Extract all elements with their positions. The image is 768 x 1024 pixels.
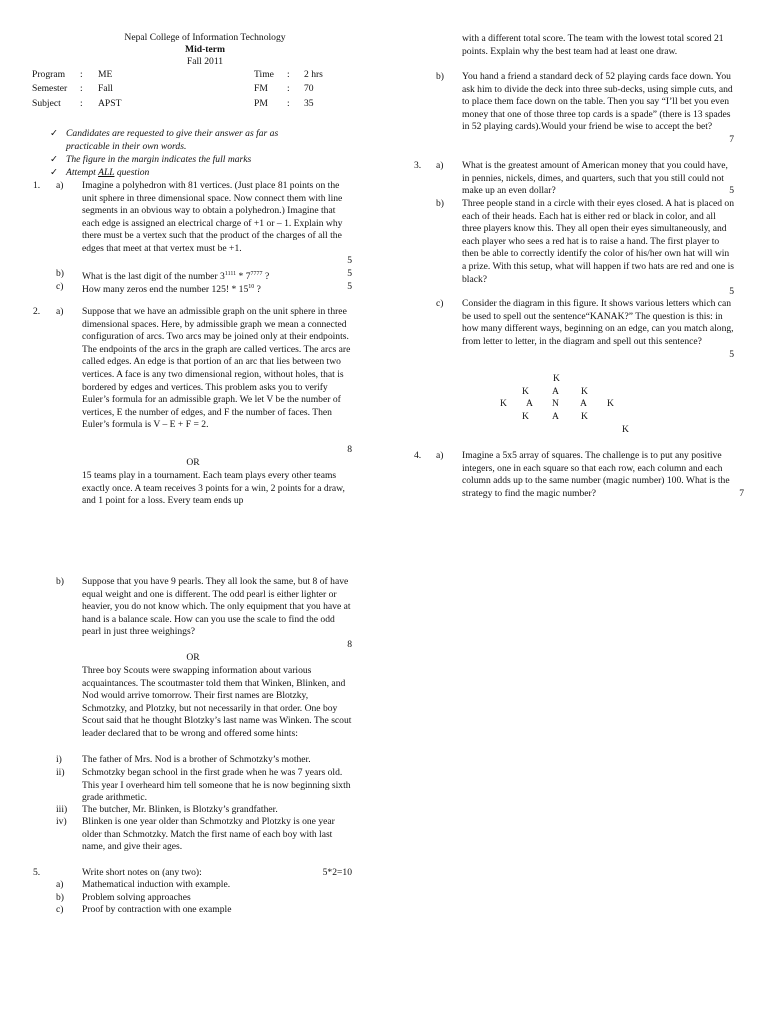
colon: : xyxy=(80,69,83,80)
diagram-letter: K xyxy=(522,386,529,397)
sub-label: c) xyxy=(56,281,64,292)
sub-label: b) xyxy=(56,892,64,903)
question-1b-text: What is the last digit of the number $3^{1111} * 7^{7777}$ ? xyxy=(82,271,270,283)
hint-number: iv) xyxy=(56,816,67,827)
college-name: Nepal College of Information Technology xyxy=(124,32,286,43)
sub-label: a) xyxy=(436,450,444,461)
question-4a-text: Imagine a 5x5 array of squares. The challenge is to put any positive integers, one in each square so that each row, each column and each column adds up to the same number (magic number) 100. What is the strategy to find the magic number? xyxy=(462,450,730,499)
question-1c-text: How many zeros end the number 125! * $15^{10}$ ? xyxy=(82,284,261,296)
diagram-letter: K xyxy=(553,373,560,384)
diagram-letter: A xyxy=(552,411,559,422)
program-label: Program xyxy=(32,69,66,80)
program-value: ME xyxy=(98,69,113,80)
note-topic: Mathematical induction with example. xyxy=(82,879,231,890)
or-separator: OR xyxy=(186,457,200,468)
question-1a-text: Imagine a polyhedron with 81 vertices. (Just place 81 points on the unit sphere in three dimensional space. Now connect them with line segments in an obvious way to obtain a polyhedron.) Imagine that each edge is assigned an electrical charge of +1 or – 1. Explain why there must be a vertex such that the product of the charges of all the edges that meet at that vertex must be +1. xyxy=(82,180,343,254)
diagram-letter: K xyxy=(581,411,588,422)
sub-label: b) xyxy=(436,198,444,209)
diagram-letter: K xyxy=(500,398,507,409)
question-2a-text: Suppose that we have an admissible graph on the unit sphere in three dimensional spaces. Here, by admissible graph we mean a connected configuration of arcs. Two arcs may be joined only at their endpoints. The endpoints of the arcs in the graph are called vertices. The arcs are called edges. An edge is that portion of an arc that lies between two vertices. A face is any two dimensional region, without holes, that is bordered by edges and vertices. This problem asks you to verify Euler’s formula for an admissible graph. We let V be the number of vertices, E the number of edges, and F the number of faces. Then Euler’s formula is V – E + F = 2. xyxy=(82,306,351,431)
sub-label: a) xyxy=(56,879,64,890)
marks: 5 xyxy=(729,349,734,360)
sub-label: a) xyxy=(56,180,64,191)
marks: 5*2=10 xyxy=(322,867,352,878)
subject-value: APST xyxy=(98,98,122,109)
marks: 5 xyxy=(347,268,352,279)
colon: : xyxy=(287,69,290,80)
instruction-1: Candidates are requested to give their answer as far as xyxy=(66,128,279,139)
question-3c-text: Consider the diagram in this figure. It shows various letters which can be used to spell out the sentence“KANAK?” The question is this: in how many different ways, beginning on an edge, can you match along, from letter to letter, in the diagram and spell out this sentence? xyxy=(462,298,734,347)
question-number: 1. xyxy=(33,180,41,191)
semester-value: Fall xyxy=(98,83,113,94)
hint-text: The father of Mrs. Nod is a brother of Schmotzky’s mother. xyxy=(82,754,311,765)
question-2b-alt-text: Three boy Scouts were swapping information about various acquaintances. The scoutmaster told them that Winken, Blinken, and Nod would arrive tomorrow. Their first names are Blotzky, Schmotzky, and Plotzky, but not necessarily in that order. One boy Scout said that he thought Blotzky’s last name was Winken. The scout leader declared that to be wrong and offered some hints: xyxy=(82,665,352,739)
question-2b-text: Suppose that you have 9 pearls. They all look the same, but 8 of have equal weight and one is different. The odd pearl is either lighter or heavier, you do not know which. The only equipment that you have at hand is a balance scale. How can you use the scale to find the odd pearl in just three weighings? xyxy=(82,576,351,638)
diagram-letter: A xyxy=(526,398,533,409)
colon: : xyxy=(80,98,83,109)
instruction-2: The figure in the margin indicates the full marks xyxy=(66,154,252,165)
colon: : xyxy=(80,83,83,94)
marks: 5 xyxy=(729,286,734,297)
question-number: 4. xyxy=(414,450,422,461)
marks: 5 xyxy=(347,255,352,266)
hint-number: ii) xyxy=(56,767,65,778)
note-topic: Proof by contraction with one example xyxy=(82,904,232,915)
question-3a-text: What is the greatest amount of American money that you could have, in pennies, nickels, dimes, and quarters, such that you still could not make up an even dollar? xyxy=(462,160,728,197)
exam-session: Fall 2011 xyxy=(186,56,224,67)
sub-label: b) xyxy=(56,576,64,587)
pm-value: 35 xyxy=(304,98,314,109)
question-2a-alt-continued: with a different total score. The team with the lowest total scored 21 points. Explain why the best team had at least one draw. xyxy=(462,33,724,57)
sub-label: a) xyxy=(56,306,64,317)
question-3b-text: Three people stand in a circle with their eyes closed. A hat is placed on each of their heads. Each hat is either red or black in color, and all three players know this. They all open their eyes simultaneously, and each player who sees a red hat is to raise a hand. The first player to then be able to correctly identify the color of his/her own hat will win a prize. With this setup, what will happen if two hats are red and one is black? xyxy=(462,198,734,285)
sub-label: c) xyxy=(436,298,444,309)
marks: 7 xyxy=(729,134,734,145)
question-5-intro: Write short notes on (any two): xyxy=(82,867,202,878)
question-2a-alt-text: 15 teams play in a tournament. Each team plays every other teams exactly once. A team receives 3 points for a win, 2 points for a draw, and 1 point for a loss. Every team ends up xyxy=(82,470,345,507)
sub-label: c) xyxy=(56,904,64,915)
sub-label: b) xyxy=(56,268,64,279)
question-number: 2. xyxy=(33,306,41,317)
all-emphasis: ALL xyxy=(98,167,115,178)
diagram-letter: K xyxy=(622,424,629,435)
diagram-letter: K xyxy=(581,386,588,397)
question-number: 5. xyxy=(33,867,41,878)
subject-label: Subject xyxy=(32,98,61,109)
check-icon: ✓ xyxy=(50,128,59,139)
time-value: 2 hrs xyxy=(304,69,323,80)
marks: 8 xyxy=(347,444,352,455)
time-label: Time xyxy=(254,69,274,80)
semester-label: Semester xyxy=(32,83,68,94)
hint-number: iii) xyxy=(56,804,68,815)
instruction-3: Attempt ALL question xyxy=(66,167,150,178)
hint-text: Schmotzky began school in the first grade when he was 7 years old. This year I overheard him tell someone that he is now beginning sixth grade arithmetic. xyxy=(82,767,351,804)
question-2-cards-text: You hand a friend a standard deck of 52 playing cards face down. You ask him to divide the deck into three sub-decks, using simple cuts, and to place them face down on the table. Then you say “I’ll bet you even money that one of those three top cards is a spade” (there is 13 spades in 52 playing cards).Would your friend be wise to accept the bet? xyxy=(462,71,733,133)
diagram-letter: N xyxy=(552,398,559,409)
note-topic: Problem solving approaches xyxy=(82,892,191,903)
instruction-1-cont: practicable in their own words. xyxy=(66,141,187,152)
exam-title: Mid-term xyxy=(185,44,225,55)
fm-value: 70 xyxy=(304,83,314,94)
or-separator: OR xyxy=(186,652,200,663)
hint-text: Blinken is one year older than Schmotzky and Plotzky is one year older than Schmotzky. Match the first name of each boy with last name, and give their ages. xyxy=(82,816,335,853)
colon: : xyxy=(287,83,290,94)
question-number: 3. xyxy=(414,160,422,171)
diagram-letter: K xyxy=(522,411,529,422)
diagram-letter: A xyxy=(580,398,587,409)
sub-label: a) xyxy=(436,160,444,171)
fm-label: FM xyxy=(254,83,268,94)
hint-number: i) xyxy=(56,754,62,765)
diagram-letter: K xyxy=(607,398,614,409)
diagram-letter: A xyxy=(552,386,559,397)
check-icon: ✓ xyxy=(50,154,59,165)
marks: 8 xyxy=(347,639,352,650)
sub-label: b) xyxy=(436,71,444,82)
marks: 5 xyxy=(347,281,352,292)
hint-text: The butcher, Mr. Blinken, is Blotzky’s grandfather. xyxy=(82,804,278,815)
pm-label: PM xyxy=(254,98,268,109)
check-icon: ✓ xyxy=(50,167,59,178)
colon: : xyxy=(287,98,290,109)
marks: 7 xyxy=(739,488,744,499)
marks: 5 xyxy=(729,185,734,196)
